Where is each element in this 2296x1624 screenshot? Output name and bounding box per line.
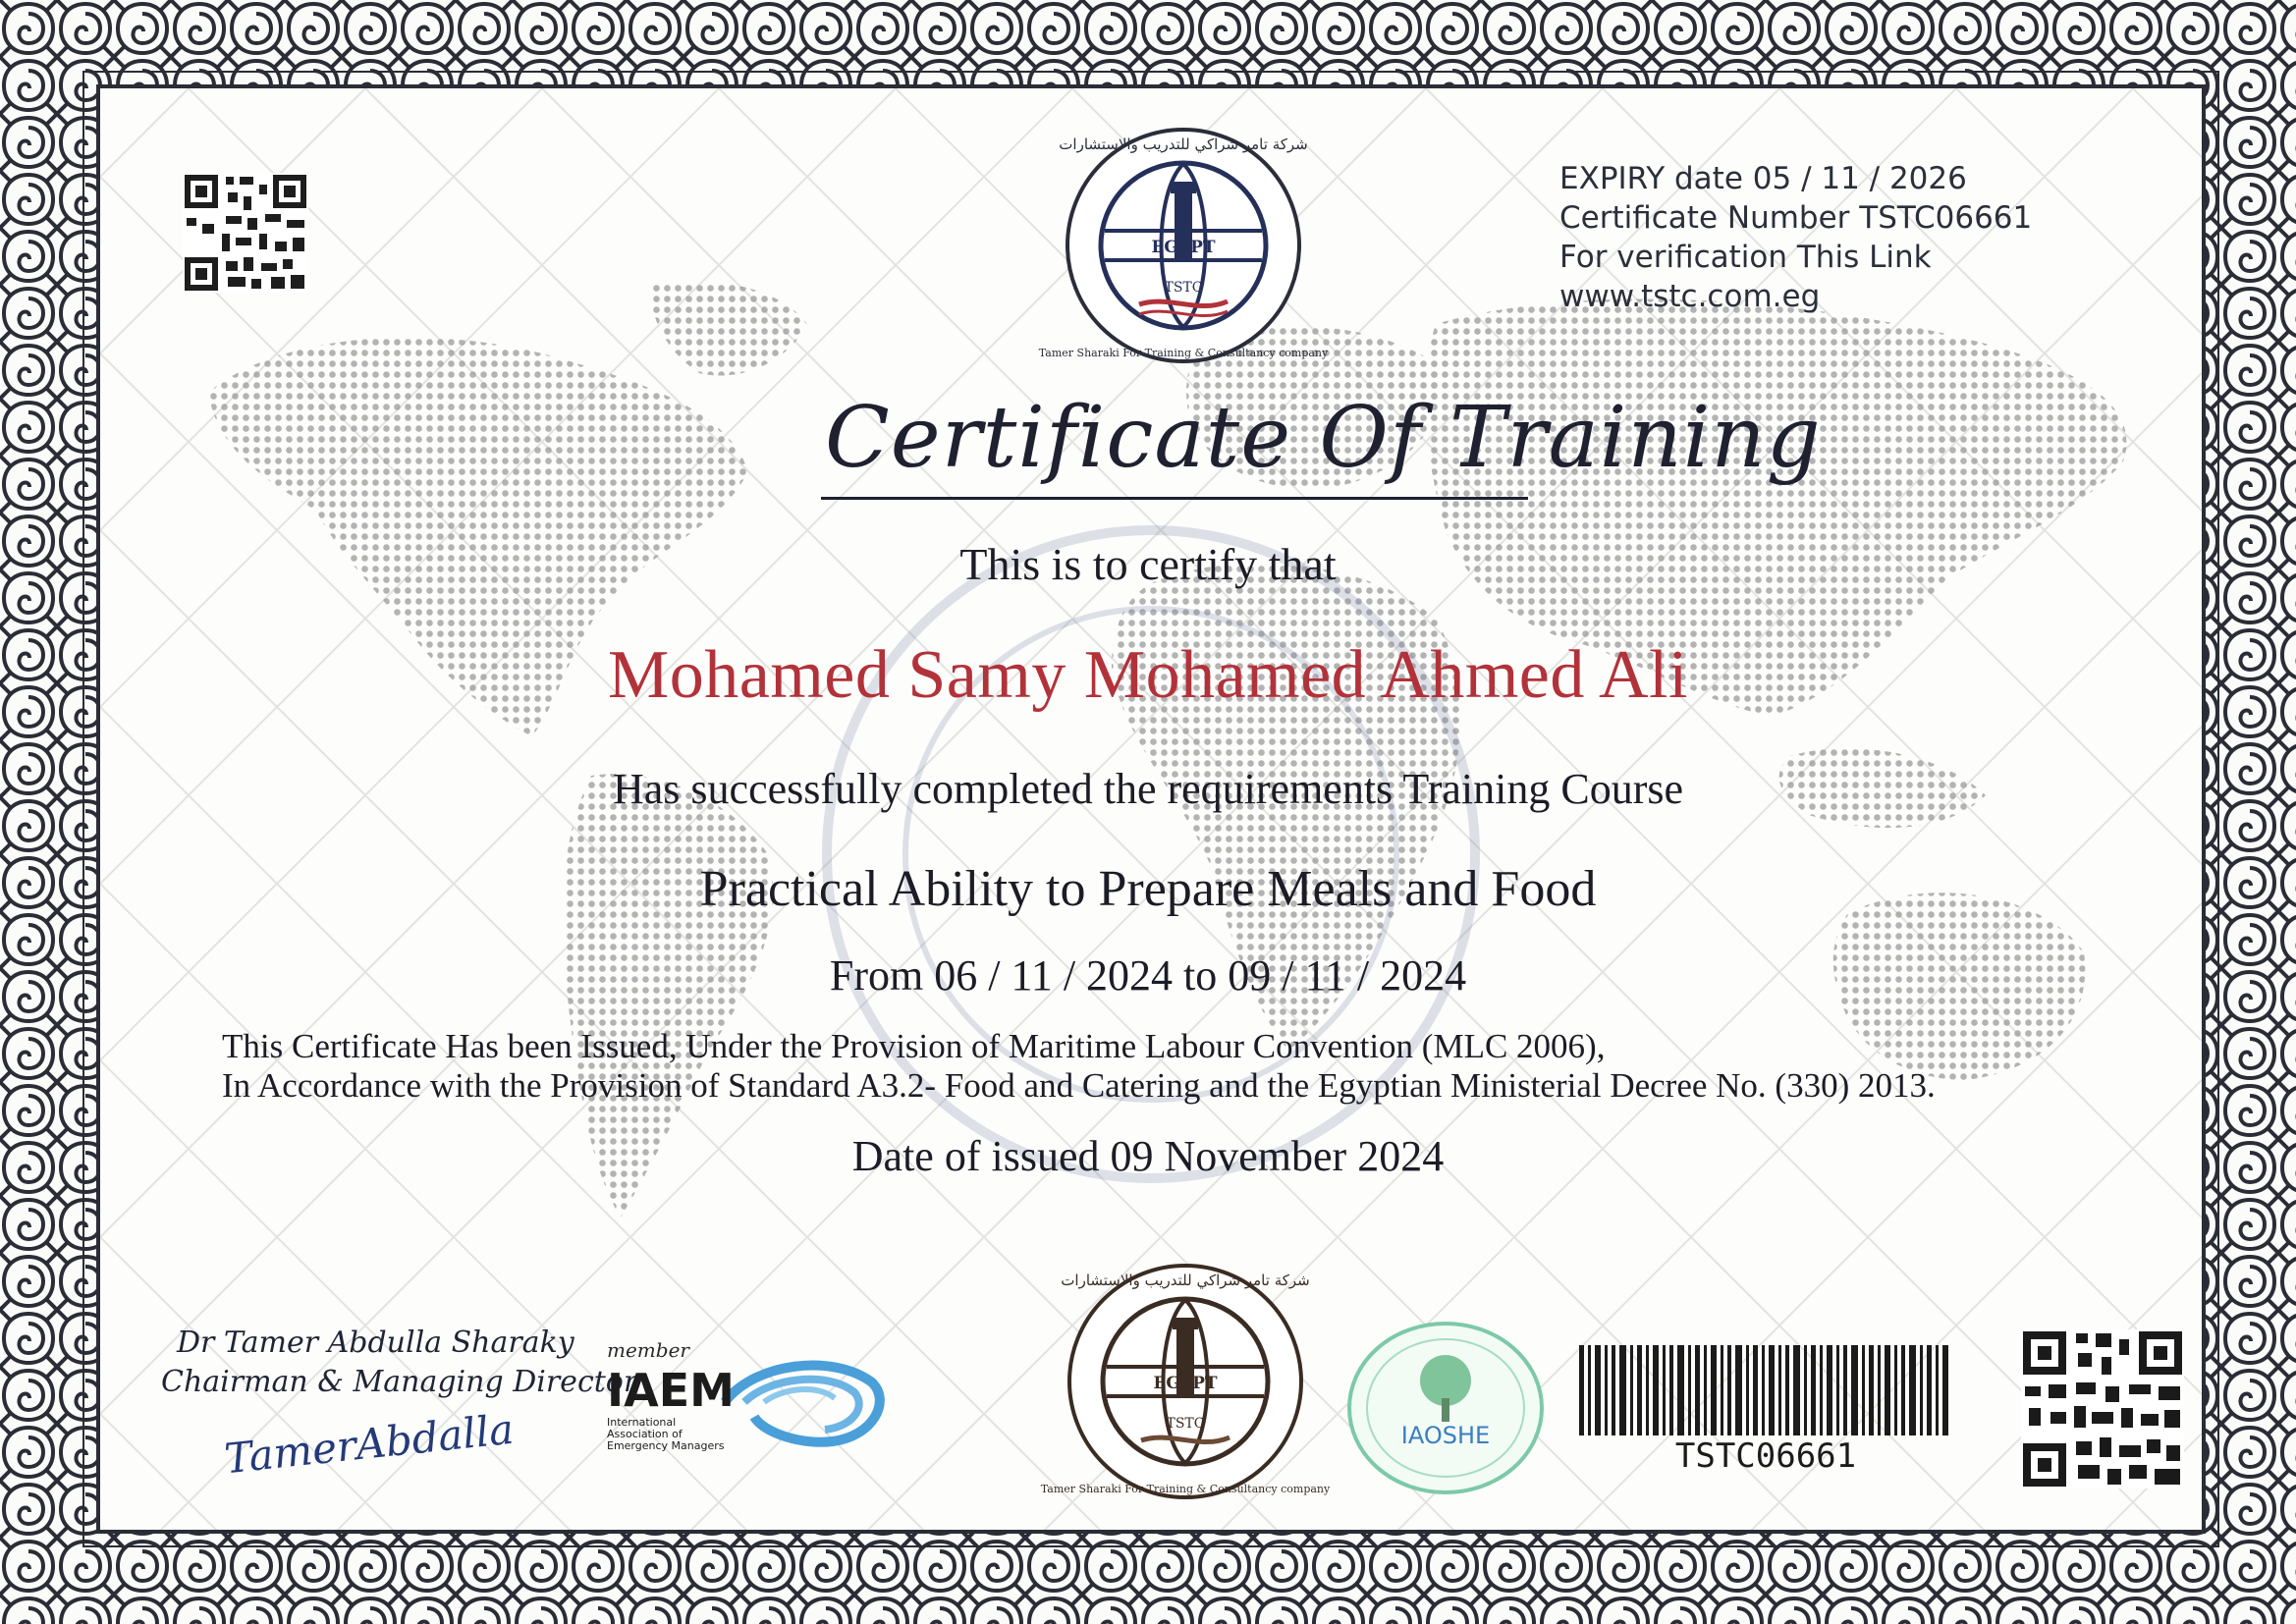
logo-bottom-arabic: شركة تامر شراكي للتدريب والاستشارات: [1061, 1272, 1310, 1289]
logo-abbr: TSTC: [1164, 280, 1203, 296]
tstc-logo-bottom: [1040, 1259, 1331, 1504]
logo-arabic: شركة تامر شراكي للتدريب والاستشارات: [1059, 135, 1308, 153]
provision-line-1: This Certificate Has been Issued, Under the Provision of Maritime Labour Convention (MLC 2006),: [222, 1027, 1606, 1065]
iaem-logo: [607, 1338, 892, 1461]
title-underline: [821, 497, 1528, 500]
logo-bottom-country: EGYPT: [1153, 1374, 1218, 1393]
certify-line: This is to certify that: [959, 539, 1337, 589]
provision-line-2: In Accordance with the Provision of Standard A3.2- Food and Catering and the Egyptian Ministerial Decree No. (330) 2013.: [222, 1066, 1936, 1105]
verification-link[interactable]: www.tstc.com.eg: [1559, 279, 1821, 314]
verification-label: For verification This Link: [1559, 240, 1932, 275]
completion-line: Has successfully completed the requirements Training Course: [612, 765, 1683, 813]
expiry-date: EXPIRY date 05 / 11 / 2026: [1559, 161, 1967, 196]
logo-bottom-english: Tamer Sharaki For Training & Consultancy company: [1040, 1483, 1331, 1495]
iaoshe-seal: [1345, 1320, 1546, 1496]
iaem-full-2: Association of: [607, 1428, 683, 1440]
logo-country: EGYPT: [1151, 238, 1216, 257]
iaem-member: member: [607, 1338, 689, 1362]
iaem-full-1: International: [607, 1416, 677, 1429]
iaem-full-3: Emergency Managers: [607, 1439, 725, 1452]
logo-bottom-abbr: TSTC: [1166, 1416, 1205, 1432]
certificate-number: Certificate Number TSTC06661: [1559, 200, 2033, 236]
course-period: From 06 / 11 / 2024 to 09 / 11 / 2024: [829, 951, 1467, 1000]
signatory-name: Dr Tamer Abdulla Sharaky: [177, 1326, 574, 1360]
iaoshe-abbr: IAOSHE: [1400, 1422, 1491, 1449]
iaem-abbr: IAEM: [607, 1364, 735, 1417]
qr-code-top: [183, 173, 308, 293]
qr-code-bottom: [2021, 1329, 2184, 1489]
issue-date: Date of issued 09 November 2024: [851, 1132, 1445, 1180]
recipient-name: Mohamed Samy Mohamed Ahmed Ali: [608, 637, 1688, 713]
signature: TamerAbdalla: [222, 1404, 517, 1484]
logo-english: Tamer Sharaki For Training & Consultancy company: [1038, 347, 1329, 359]
course-title: Practical Ability to Prepare Meals and Food: [699, 861, 1597, 917]
certificate-title: Certificate Of Training: [825, 389, 1822, 487]
barcode: [1579, 1345, 1952, 1476]
signatory-title: Chairman & Managing Director: [161, 1365, 638, 1399]
barcode-text: TSTC06661: [1674, 1436, 1857, 1476]
tstc-logo-top: [1038, 123, 1329, 368]
